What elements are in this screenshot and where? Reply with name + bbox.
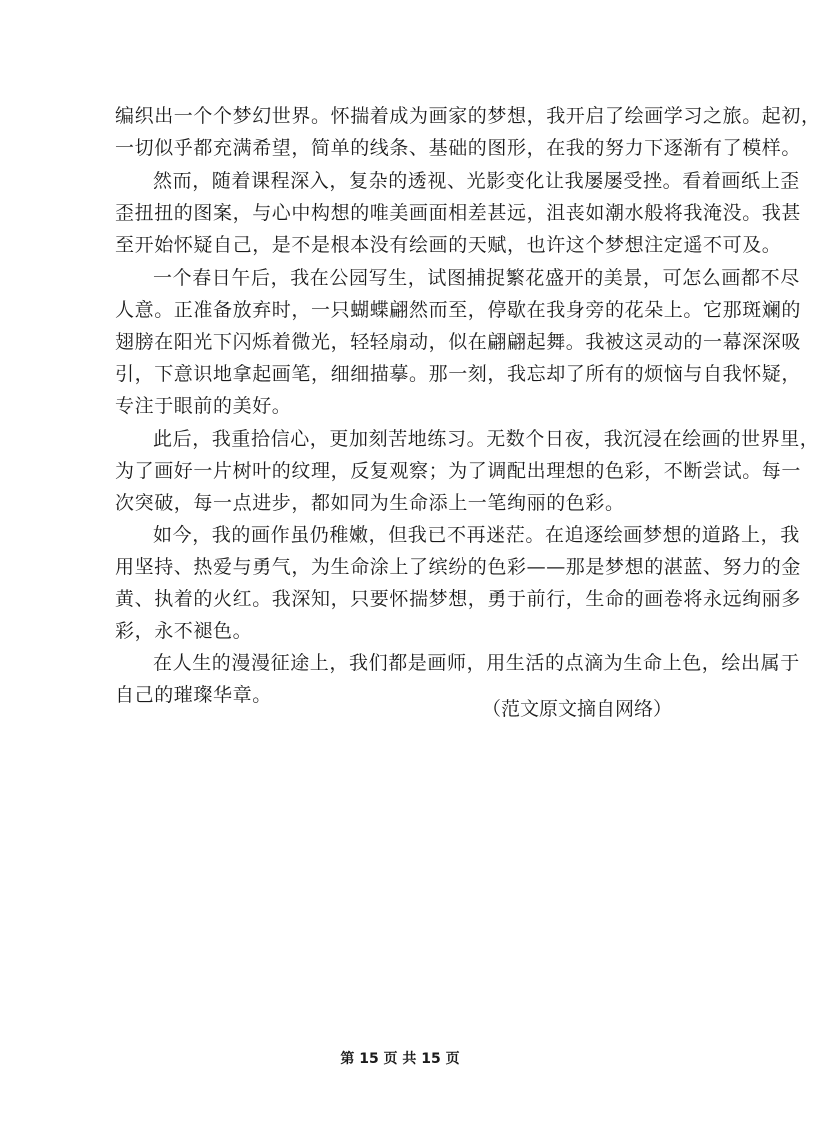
text-line: 编织出一个个梦幻世界。怀揣着成为画家的梦想，我开启了绘画学习之旅。起初， (115, 105, 821, 127)
text-line: 为了画好一片树叶的纹理，反复观察；为了调配出理想的色彩，不断尝试。每一 (115, 460, 802, 482)
text-line: 自己的璀璨华章。 (115, 684, 272, 706)
text-line: 彩，永不褪色。 (115, 620, 253, 642)
text-line: 专注于眼前的美好。 (115, 395, 292, 417)
text-line: 歪扭扭的图案，与心中构想的唯美画面相差甚远，沮丧如潮水般将我淹没。我甚 (115, 202, 802, 224)
text-line: 一个春日午后，我在公园写生，试图捕捉繁花盛开的美景，可怎么画都不尽 (153, 267, 800, 289)
text-line: 如今，我的画作虽仍稚嫩，但我已不再迷茫。在追逐绘画梦想的道路上，我 (153, 524, 800, 546)
page-footer: 第 15 页 共 15 页 (340, 1051, 460, 1067)
text-line: 翅膀在阳光下闪烁着微光，轻轻扇动，似在翩翩起舞。我被这灵动的一幕深深吸 (115, 331, 802, 353)
source-note: （范文原文摘自网络） (481, 698, 672, 720)
text-line: 一切似乎都充满希望，简单的线条、基础的图形，在我的努力下逐渐有了模样。 (115, 137, 802, 159)
text-line: 此后，我重拾信心，更加刻苦地练习。无数个日夜，我沉浸在绘画的世界里， (153, 428, 820, 450)
text-line: 用坚持、热爱与勇气，为生命涂上了缤纷的色彩——那是梦想的湛蓝、努力的金 (115, 556, 802, 578)
text-line: 引，下意识地拿起画笔，细细描摹。那一刻，我忘却了所有的烦恼与自我怀疑， (115, 363, 802, 385)
text-line: 黄、执着的火红。我深知，只要怀揣梦想，勇于前行，生命的画卷将永远绚丽多 (115, 588, 802, 610)
text-line: 至开始怀疑自己，是不是根本没有绘画的天赋，也许这个梦想注定遥不可及。 (115, 234, 782, 256)
text-line: 在人生的漫漫征途上，我们都是画师，用生活的点滴为生命上色，绘出属于 (153, 652, 800, 674)
text-line: 次突破，每一点进步，都如同为生命添上一笔绚丽的色彩。 (115, 492, 625, 514)
text-line: 人意。正准备放弃时，一只蝴蝶翩然而至，停歇在我身旁的花朵上。它那斑斓的 (115, 299, 802, 321)
text-line: 然而，随着课程深入，复杂的透视、光影变化让我屡屡受挫。看着画纸上歪 (153, 170, 800, 192)
